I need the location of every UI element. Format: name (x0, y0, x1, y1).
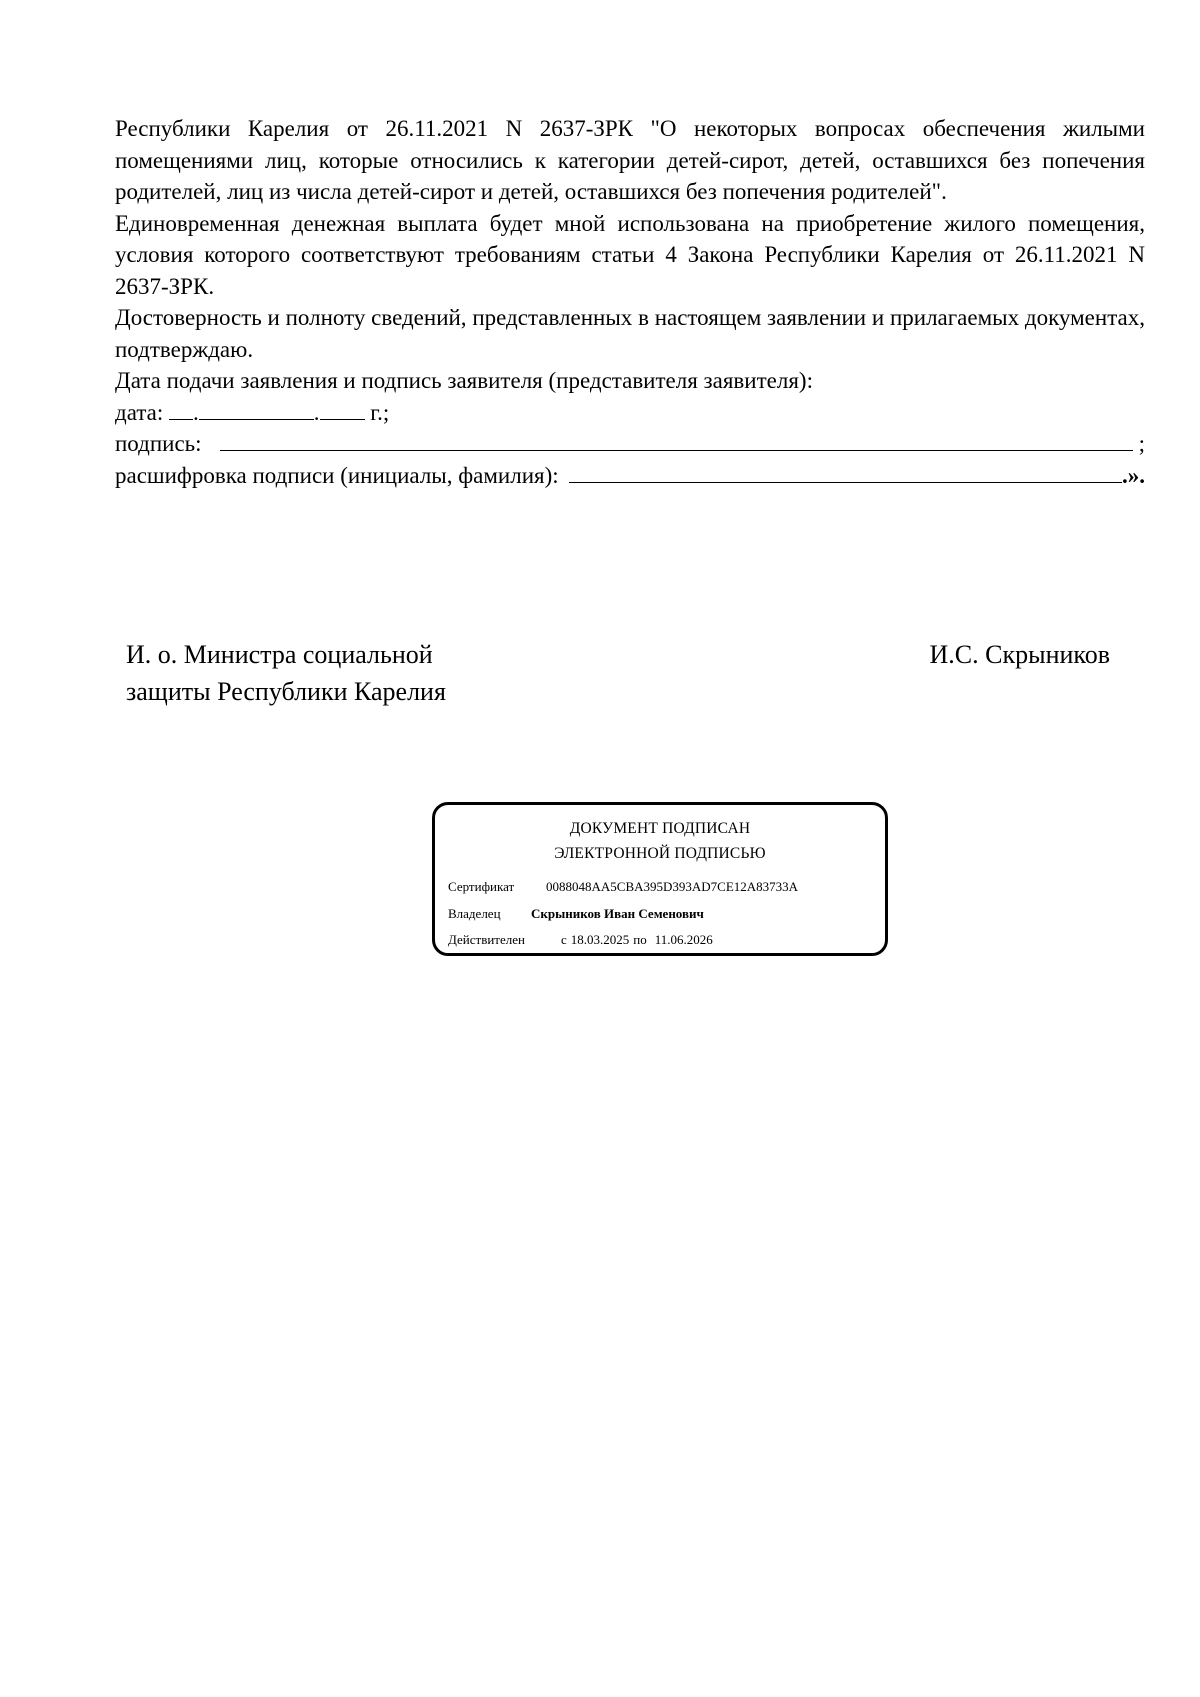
decoding-blank[interactable] (569, 462, 1122, 483)
signature-field-line (115, 428, 1145, 460)
stamp-valid-to-prefix: по (633, 932, 647, 947)
stamp-owner-label: Владелец (448, 906, 501, 921)
stamp-owner-value: Скрыников Иван Семенович (531, 906, 704, 921)
date-separator: . (313, 399, 320, 425)
date-year-suffix: г.; (370, 399, 390, 425)
stamp-title-line2: ЭЛЕКТРОННОЙ ПОДПИСЬЮ (554, 845, 766, 862)
date-month-blank[interactable] (199, 399, 314, 420)
paragraph-law-reference: Республики Карелия от 26.11.2021 N 2637-ЗРК "О некоторых вопросах обеспечения жилыми помещениями лиц, которые относились к категории детей-сирот, детей, оставшихся без попечения родителей, лиц из числа детей-сирот и детей, оставшихся без попечения родителей". (115, 116, 1145, 204)
date-separator: . (193, 399, 199, 425)
date-label: дата: (115, 399, 164, 425)
signature-label: подпись: (115, 431, 202, 456)
document-body (115, 113, 1145, 491)
signatory-position (126, 636, 446, 710)
date-year-blank[interactable] (320, 399, 365, 420)
signatory-position-line2: защиты Республики Карелия (126, 677, 446, 706)
signature-line-end: ; (1138, 431, 1145, 456)
stamp-certificate-row (448, 879, 875, 895)
stamp-valid-to: 11.06.2026 (654, 932, 713, 947)
stamp-certificate-label: Сертификат (448, 879, 515, 894)
date-field-line (115, 397, 1145, 429)
stamp-title-line1: ДОКУМЕНТ ПОДПИСАН (569, 820, 751, 837)
signatory-position-line1: И. о. Министра социальной (126, 640, 433, 669)
decoding-label: расшифровка подписи (инициалы, фамилия): (115, 462, 559, 488)
stamp-valid-from: 18.03.2025 (570, 932, 630, 947)
stamp-owner-row (448, 906, 875, 922)
stamp-validity-label: Действителен (448, 932, 525, 947)
paragraph-confirmation: Достоверность и полноту сведений, представленных в настоящем заявлении и прилагаемых документах, подтверждаю. (115, 305, 1145, 362)
paragraph-submission-date: Дата подачи заявления и подпись заявителя (представителя заявителя): (115, 368, 813, 393)
paragraph-payment-usage: Единовременная денежная выплата будет мной использована на приобретение жилого помещения, условия которого соответствуют требованиям статьи 4 Закона Республики Карелия от 26.11.2021 N 2637-ЗРК. (115, 210, 1145, 299)
stamp-validity-row (448, 932, 875, 948)
date-day-blank[interactable] (169, 399, 193, 420)
decoding-line-end: .». (1122, 462, 1145, 488)
decoding-field-line (115, 460, 1145, 492)
stamp-title (435, 816, 885, 866)
signatory-name: И.С. Скрыников (929, 640, 1110, 669)
stamp-certificate-value: 0088048AA5CBA395D393AD7CE12A83733A (546, 879, 799, 894)
stamp-valid-from-prefix: с (561, 932, 567, 947)
signature-blank[interactable] (220, 430, 1133, 451)
electronic-signature-stamp (432, 802, 888, 956)
